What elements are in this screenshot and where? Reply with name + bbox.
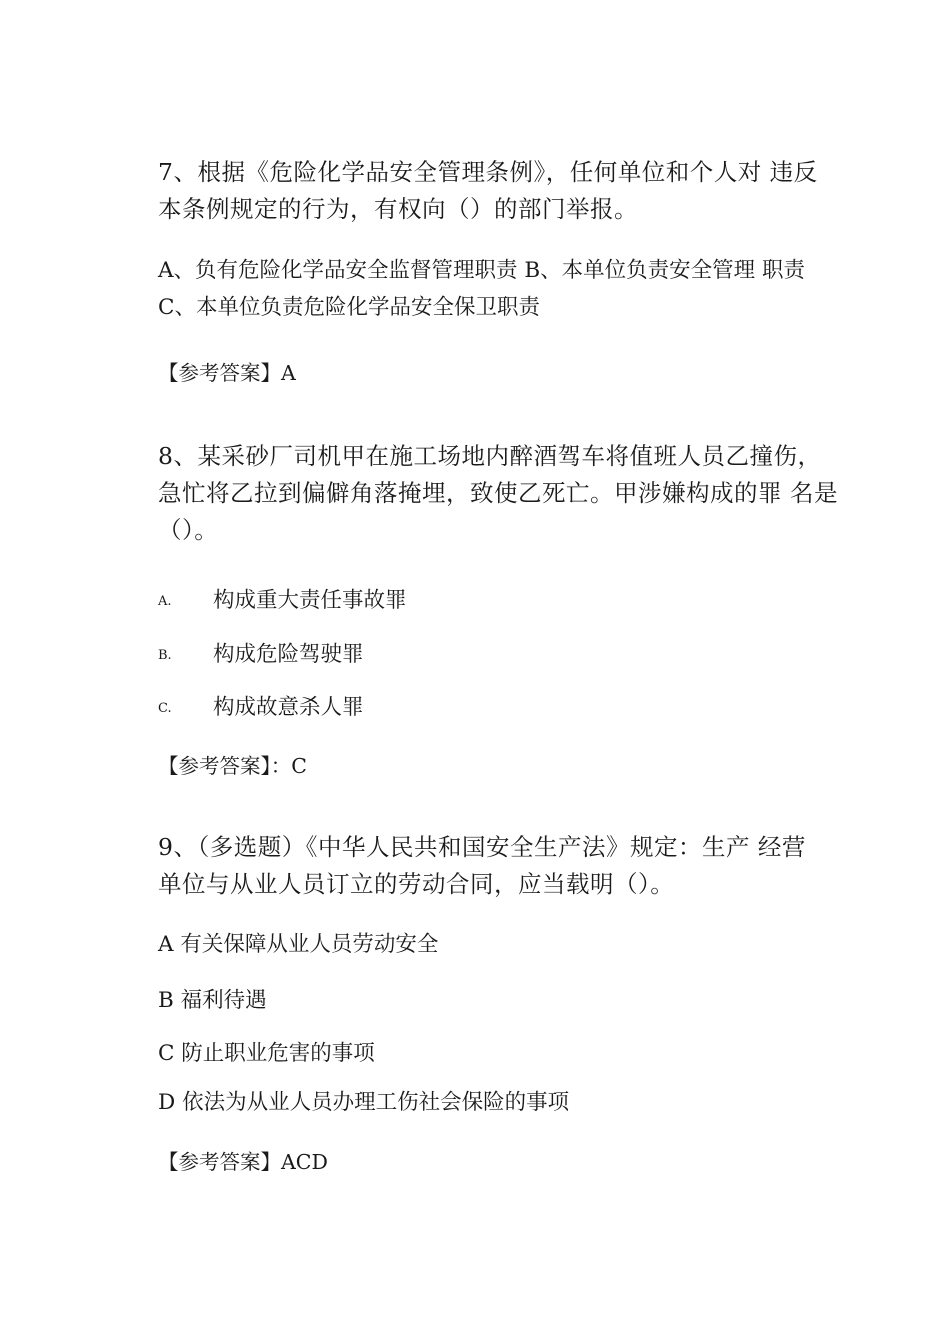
option-letter: C. <box>158 700 172 716</box>
question-9-option-a: A 有关保障从业人员劳动安全 <box>158 932 439 957</box>
question-9-answer: 【参考答案】ACD <box>158 1150 328 1174</box>
question-9-line-2: 单位与从业人员订立的劳动合同，应当载明（）。 <box>158 870 675 898</box>
option-letter: B. <box>158 647 172 663</box>
question-7-options-line-2: C、本单位负责危险化学品安全保卫职责 <box>158 295 540 320</box>
question-8-answer: 【参考答案】：C <box>158 754 307 778</box>
option-text: 构成故意杀人罪 <box>213 695 364 720</box>
question-9-option-b: B 福利待遇 <box>158 988 267 1013</box>
question-8-line-1: 8、某采砂厂司机甲在施工场地内醉酒驾车将值班人员乙撞伤， <box>158 442 822 470</box>
question-9-option-c: C 防止职业危害的事项 <box>158 1041 375 1066</box>
question-8-option-c <box>158 690 364 721</box>
question-8-option-a <box>158 583 407 614</box>
question-7 <box>158 154 858 228</box>
question-7-line-2: 本条例规定的行为，有权向（）的部门举报。 <box>158 195 638 223</box>
question-7-line-1: 7、根据《危险化学品安全管理条例》，任何单位和个人对 违反 <box>158 158 818 186</box>
option-letter: A. <box>158 593 172 609</box>
question-7-options-line-1: A、负有危险化学品安全监督管理职责 B、本单位负责安全管理 职责 <box>158 258 805 283</box>
question-8-line-3: （）。 <box>158 516 219 544</box>
option-text: 构成重大责任事故罪 <box>213 588 407 613</box>
question-9-option-d: D 依法为从业人员办理工伤社会保险的事项 <box>158 1090 570 1115</box>
option-text: 构成危险驾驶罪 <box>213 642 364 667</box>
question-8-line-2: 急忙将乙拉到偏僻角落掩埋，致使乙死亡。甲涉嫌构成的罪 名是 <box>158 479 838 507</box>
question-8 <box>158 438 858 549</box>
question-9 <box>158 829 858 903</box>
question-7-answer: 【参考答案】A <box>158 361 296 385</box>
question-8-option-b <box>158 637 364 668</box>
question-7-options <box>158 252 805 326</box>
question-9-line-1: 9、（多选题）《中华人民共和国安全生产法》规定：生产 经营 <box>158 833 806 861</box>
